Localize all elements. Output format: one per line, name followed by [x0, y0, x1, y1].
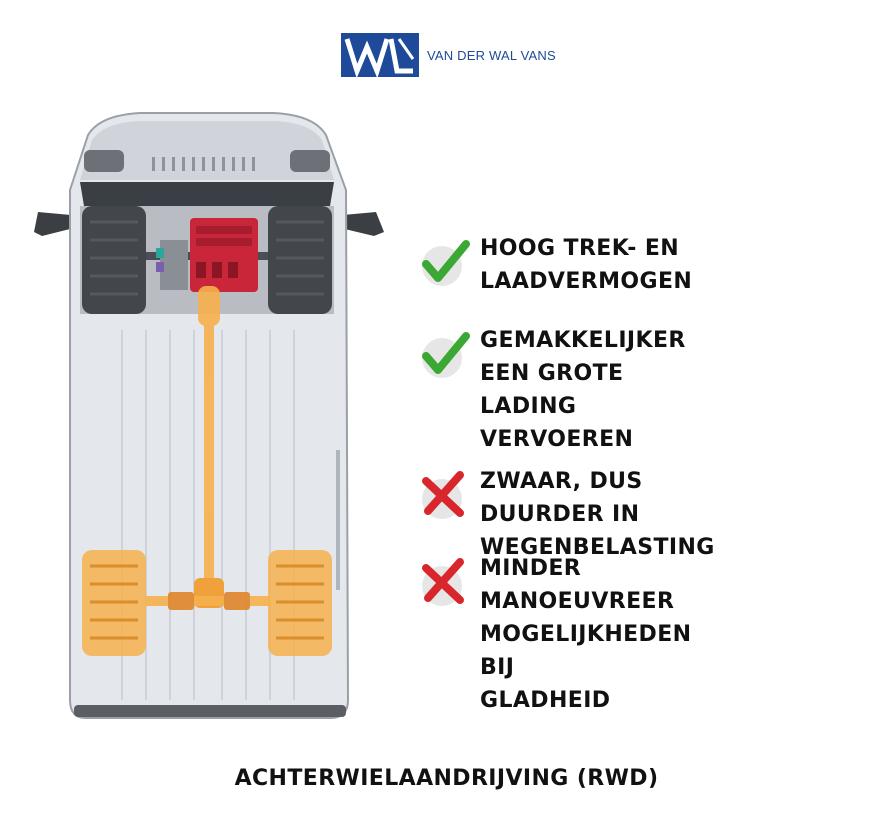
check-icon — [418, 326, 474, 382]
front-right-tyre — [268, 206, 332, 314]
cross-icon — [418, 554, 474, 610]
pro-text: GEMAKKELIJKER EEN GROTE LADING VERVOEREN — [480, 328, 686, 452]
cross-icon — [418, 467, 474, 523]
con-text: MINDER MANOEUVREER MOGELIJKHEDEN BIJ GLADHEID — [480, 556, 692, 713]
rear-right-tyre — [268, 550, 332, 656]
brand-name: VAN DER WAL VANS — [427, 47, 556, 63]
pro-text: HOOG TREK- EN LAADVERMOGEN — [480, 236, 693, 294]
check-icon — [418, 234, 474, 290]
diagram-caption: ACHTERWIELAANDRIJVING (RWD) — [234, 766, 659, 791]
con-text: ZWAAR, DUS DUURDER IN WEGENBELASTING — [480, 469, 715, 560]
front-left-tyre — [82, 206, 146, 314]
rear-left-tyre — [82, 550, 146, 656]
